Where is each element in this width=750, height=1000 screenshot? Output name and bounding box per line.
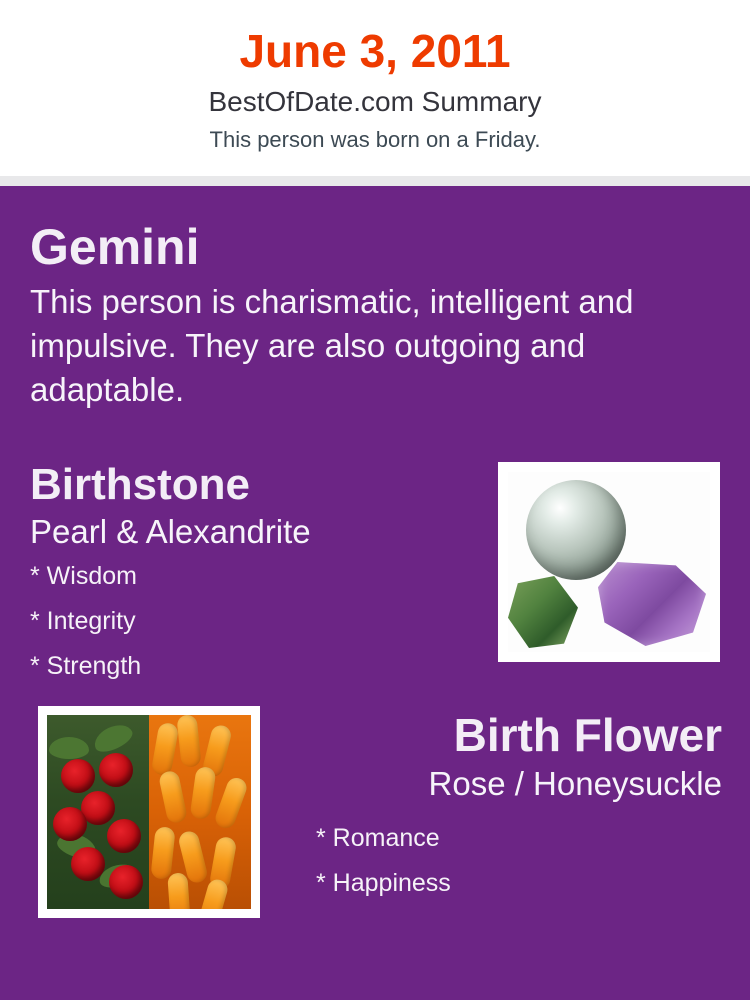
honeysuckle-photo (149, 715, 251, 909)
page-title: June 3, 2011 (239, 25, 511, 77)
birth-flower-image (38, 706, 260, 918)
site-summary-label: BestOfDate.com Summary (208, 86, 542, 117)
rose-icon (53, 807, 87, 841)
honeysuckle-bud-icon (167, 872, 191, 909)
alexandrite-matrix-icon (508, 576, 578, 648)
birth-flower-section (30, 706, 720, 936)
honeysuckle-bud-icon (150, 826, 175, 880)
details-panel (0, 186, 750, 1000)
birth-flower-image-inner (47, 715, 251, 909)
honeysuckle-bud-icon (213, 775, 250, 831)
birth-flower-trait: * Happiness (316, 869, 451, 897)
birthstone-image-inner (508, 472, 710, 652)
leaf-icon (49, 737, 89, 759)
honeysuckle-bud-icon (176, 715, 201, 768)
pearl-icon (526, 480, 626, 580)
honeysuckle-bud-icon (151, 722, 180, 777)
birth-flower-text (282, 706, 722, 906)
header (0, 0, 750, 176)
rose-icon (107, 819, 141, 853)
birthstone-trait: * Wisdom (30, 562, 137, 590)
zodiac-description: This person is charismatic, intelligent and impulsive. They are also outgoing and adaptable. (30, 283, 634, 408)
birthstone-names: Pearl & Alexandrite (30, 513, 311, 550)
honeysuckle-bud-icon (158, 769, 188, 824)
birthstone-trait: * Strength (30, 652, 142, 680)
honeysuckle-bud-icon (196, 877, 230, 909)
birth-flower-traits (282, 816, 722, 906)
alexandrite-gem-icon (598, 562, 706, 646)
birthstone-section (30, 458, 720, 688)
zodiac-sign-name: Gemini (30, 219, 200, 275)
birthstone-image (498, 462, 720, 662)
header-divider (0, 176, 750, 186)
birthstone-trait: * Integrity (30, 607, 136, 635)
rose-icon (71, 847, 105, 881)
birth-flower-trait: * Romance (316, 824, 440, 852)
birth-flower-title: Birth Flower (453, 709, 722, 761)
leaf-icon (90, 720, 136, 757)
rose-icon (99, 753, 133, 787)
rose-icon (61, 759, 95, 793)
birth-flower-names: Rose / Honeysuckle (428, 765, 722, 802)
birth-day-note: This person was born on a Friday. (209, 127, 541, 152)
birthstone-title: Birthstone (30, 460, 250, 509)
roses-photo (47, 715, 149, 909)
rose-icon (109, 865, 143, 899)
honeysuckle-bud-icon (189, 766, 216, 820)
